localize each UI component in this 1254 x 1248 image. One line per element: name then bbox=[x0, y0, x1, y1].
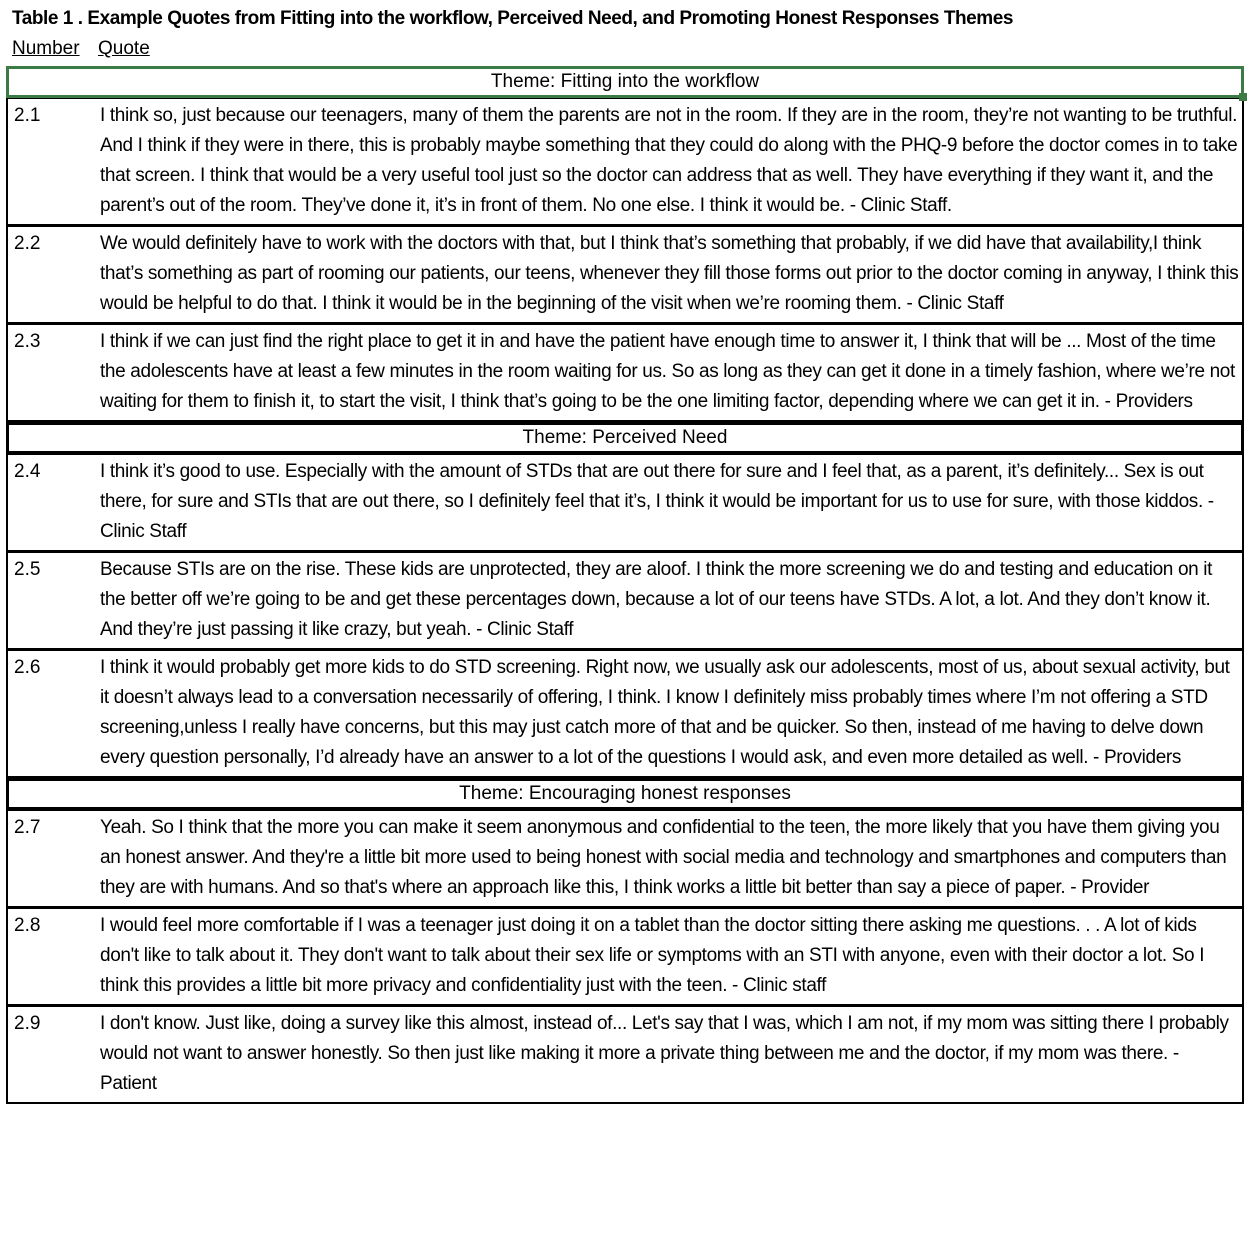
header-quote: Quote bbox=[98, 38, 150, 59]
table-row bbox=[6, 454, 1244, 552]
row-number: 2.1 bbox=[14, 105, 41, 126]
row-number: 2.6 bbox=[14, 657, 41, 678]
table-row bbox=[6, 650, 1244, 778]
row-number: 2.8 bbox=[14, 915, 41, 936]
header-number: Number bbox=[12, 38, 80, 59]
row-quote: I think if we can just find the right place to get it in and have the patient have enough time to answer it, I think that will be ... Most of the time the adolescents have at least a few minutes in the room waiting for us. So as long as they can get it done in a timely fashion, where we’re not waiting for them to finish it, to start the visit, I think that’s going to be the one limiting factor, depending where we can get it in. - Providers bbox=[100, 331, 1235, 412]
row-number: 2.5 bbox=[14, 559, 41, 580]
selection-handle[interactable] bbox=[1239, 93, 1247, 101]
column-headers bbox=[12, 36, 150, 62]
row-quote: I would feel more comfortable if I was a teenager just doing it on a tablet than the doctor sitting there asking me questions. . . A lot of kids don't like to talk about it. They don't want to talk about their sex life or symptoms with an STI with anyone, even with their doctor a lot. So I think this provides a little bit more privacy and confidentiality just with the teen. - Clinic staff bbox=[100, 915, 1205, 996]
row-quote: Because STIs are on the rise. These kids are unprotected, they are aloof. I think the more screening we do and testing and education on it the better off we’re going to be and get these percentages down, because a lot of our teens have STDs. A lot, a lot. And they don’t know it. And they’re just passing it like crazy, but yeah. - Clinic Staff bbox=[100, 559, 1213, 640]
table-row bbox=[6, 226, 1244, 324]
table-title: Table 1 . Example Quotes from Fitting into the workflow, Perceived Need, and Promoting Honest Responses Themes bbox=[12, 8, 1013, 29]
table-row bbox=[6, 98, 1244, 226]
table-row bbox=[6, 552, 1244, 650]
row-number: 2.7 bbox=[14, 817, 41, 838]
row-number: 2.2 bbox=[14, 233, 41, 254]
table-row bbox=[6, 810, 1244, 908]
row-quote: I think it would probably get more kids to do STD screening. Right now, we usually ask our adolescents, most of us, about sexual activity, but it doesn’t always lead to a conversation necessarily of offering, I think. I know I definitely miss probably times where I’m not offering a STD screening,unless I really have concerns, but this may just catch more of that and be quicker. So then, instead of me having to delve down every question personally, I’d already have an answer to a lot of the questions I would ask, and even more detailed as well. - Providers bbox=[100, 657, 1230, 768]
row-number: 2.9 bbox=[14, 1013, 41, 1034]
row-quote: Yeah. So I think that the more you can make it seem anonymous and confidential to the teen, the more likely that you have them giving you an honest answer. And they're a little bit more used to being honest with social media and technology and smartphones and computers than they are with humans. And so that's where an approach like this, I think works a little bit better than say a piece of paper. - Provider bbox=[100, 817, 1227, 898]
row-number: 2.3 bbox=[14, 331, 41, 352]
row-quote: I think so, just because our teenagers, many of them the parents are not in the room. If they are in the room, they’re not wanting to be truthful. And I think if they were in there, this is probably maybe something that they could do along with the PHQ-9 before the doctor comes in to take that screen. I think that would be a very useful tool just so the doctor can address that as well. They have everything if they want it, and the parent’s out of the room. They’ve done it, it’s in front of them. No one else. I think it would be. - Clinic Staff. bbox=[100, 105, 1238, 216]
quotes-table bbox=[6, 66, 1244, 1104]
row-quote: I don't know. Just like, doing a survey like this almost, instead of... Let's say that I was, which I am not, if my mom was sitting there I probably would not want to answer honestly. So then just like making it more a private thing between me and the doctor, if my mom was there. - Patient bbox=[100, 1013, 1229, 1094]
table-row bbox=[6, 908, 1244, 1006]
theme-header: Theme: Fitting into the workflow bbox=[6, 66, 1244, 98]
row-quote: I think it’s good to use. Especially with the amount of STDs that are out there for sure and I feel that, as a parent, it’s definitely... Sex is out there, for sure and STIs that are out there, so I definitely feel that it’s, I think it would be important for us to use for sure, with those kiddos. - Clinic Staff bbox=[100, 461, 1214, 542]
theme-header: Theme: Encouraging honest responses bbox=[6, 778, 1244, 810]
table-row bbox=[6, 324, 1244, 422]
row-quote: We would definitely have to work with the doctors with that, but I think that’s something that probably, if we did have that availability,I think that’s something as part of rooming our patients, our teens, whenever they fill those forms out prior to the doctor coming in anyway, I think this would be helpful to do that. I think it would be in the beginning of the visit when we’re rooming them. - Clinic Staff bbox=[100, 233, 1239, 314]
table-row bbox=[6, 1006, 1244, 1104]
row-number: 2.4 bbox=[14, 461, 41, 482]
theme-header: Theme: Perceived Need bbox=[6, 422, 1244, 454]
